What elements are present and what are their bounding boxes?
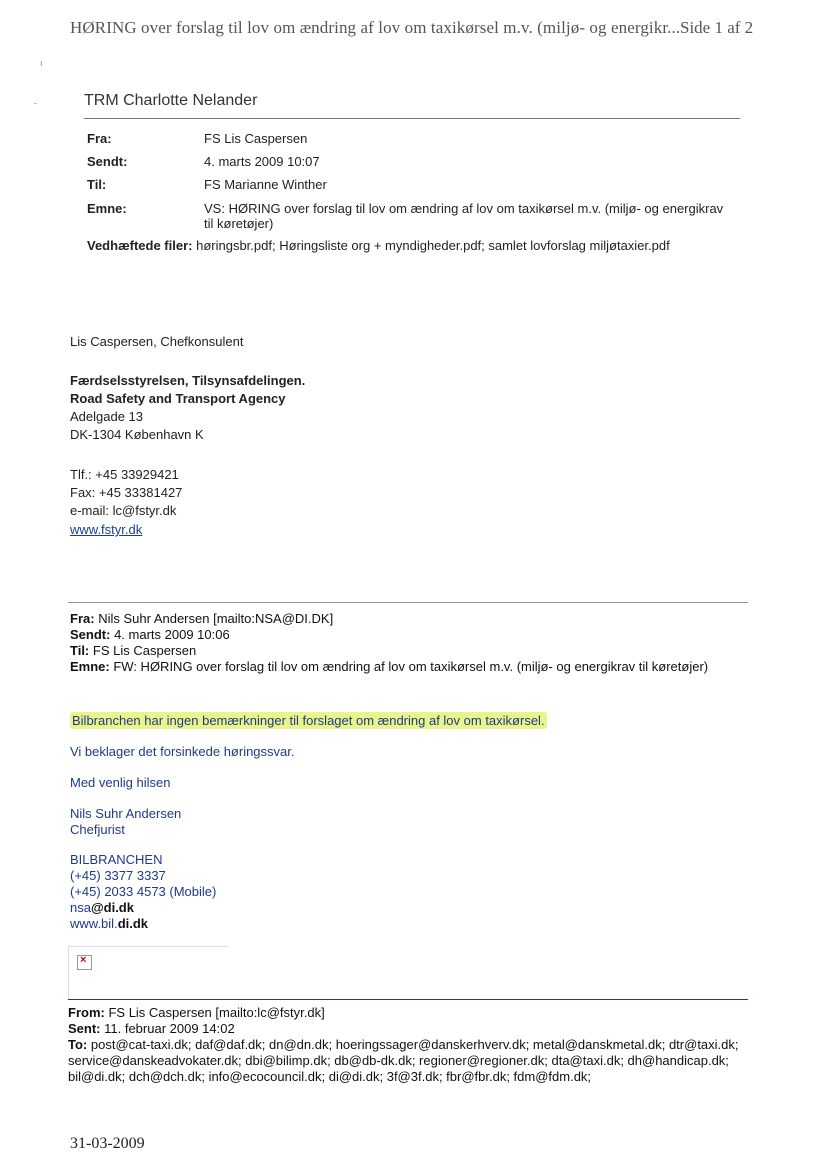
signature-street: Adelgade 13 <box>70 409 144 424</box>
signature-fax: Fax: +45 33381427 <box>70 485 183 500</box>
signature-website-link[interactable]: www.fstyr.dk <box>70 522 143 537</box>
signature-org1: Færdselsstyrelsen, Tilsynsafdelingen. <box>70 373 306 388</box>
print-header-title: HØRING over forslag til lov om ændring af lov om taxikørsel m.v. (miljø- og energikr... <box>70 18 681 37</box>
fwd-subject-label: Emne: <box>70 659 110 674</box>
fwd-from-value: Nils Suhr Andersen [mailto:NSA@DI.DK] <box>98 611 334 626</box>
sent-label: Sendt: <box>87 154 128 169</box>
bilbranchen-website[interactable] <box>70 916 216 932</box>
print-header-page-number: Side 1 af 2 <box>680 18 754 37</box>
orig-from-label: From: <box>68 1005 105 1020</box>
from-value: FS Lis Caspersen <box>204 131 308 146</box>
orig-from-value: FS Lis Caspersen [mailto:lc@fstyr.dk] <box>108 1005 325 1020</box>
mailbox-owner: TRM Charlotte Nelander <box>84 92 258 109</box>
signature-city: DK-1304 København K <box>70 427 204 442</box>
forward-divider <box>68 602 748 603</box>
attachments-label: Vedhæftede filer: <box>87 238 193 253</box>
body-paragraph-1 <box>70 713 547 728</box>
orig-sent-label: Sent: <box>68 1021 101 1036</box>
original-message-divider <box>68 999 748 1000</box>
body-signer-name: Nils Suhr Andersen <box>70 806 182 821</box>
fwd-sent-label: Sendt: <box>70 627 111 642</box>
signature-phone: Tlf.: +45 33929421 <box>70 467 179 482</box>
bilbranchen-email[interactable] <box>70 900 216 916</box>
scan-mark: ı <box>40 58 43 68</box>
highlighted-text: Bilbranchen har ingen bemærkninger til forslaget om ændring af lov om taxikørsel. <box>72 713 545 728</box>
bilbranchen-mobile: (+45) 2033 4573 (Mobile) <box>70 884 217 899</box>
body-signer-title: Chefjurist <box>70 822 125 837</box>
bilbranchen-org: BILBRANCHEN <box>70 852 163 867</box>
header-divider <box>84 118 740 119</box>
orig-sent-value: 11. februar 2009 14:02 <box>104 1021 235 1036</box>
signature-name-title: Lis Caspersen, Chefkonsulent <box>70 334 244 349</box>
orig-to-value: post@cat-taxi.dk; daf@daf.dk; dn@dn.dk; hoeringssager@danskerhverv.dk; metal@danskmetal.dk; dtr@taxi.dk; service@danskeadvokater.dk; dbi@bilimp.dk; db@db-dk.dk; regioner@regioner.dk; dta@taxi.dk; dh@handicap.dk; bil@di.dk; dch@dch.dk; info@ecocouncil.dk; di@di.dk; 3f@3f.dk; fbr@fbr.dk; fdm@fdm.dk; <box>68 1037 739 1084</box>
attachments-row <box>87 238 670 253</box>
web-prefix: www.bil. <box>70 916 118 931</box>
sent-value: 4. marts 2009 10:07 <box>204 154 320 169</box>
body-paragraph-2: Vi beklager det forsinkede høringssvar. <box>70 744 295 759</box>
forwarded-header <box>70 611 740 675</box>
bilbranchen-block <box>70 852 216 932</box>
body-greeting: Med venlig hilsen <box>70 775 171 790</box>
fwd-from-label: Fra: <box>70 611 95 626</box>
scan-mark: - <box>34 98 37 108</box>
attachments-list[interactable]: høringsbr.pdf; Høringsliste org + myndigheder.pdf; samlet lovforslag miljøtaxier.pdf <box>196 238 670 253</box>
original-header <box>68 1005 758 1085</box>
from-label: Fra: <box>87 131 112 146</box>
fwd-sent-value: 4. marts 2009 10:06 <box>114 627 230 642</box>
orig-to-label: To: <box>68 1037 88 1052</box>
broken-image-icon: × <box>77 955 92 970</box>
subject-value: VS: HØRING over forslag til lov om ændring af lov om taxikørsel m.v. (miljø- og energikrav til køretøjer) <box>204 201 724 231</box>
fwd-subject-value: FW: HØRING over forslag til lov om ændring af lov om taxikørsel m.v. (miljø- og energikrav til køretøjer) <box>113 659 709 674</box>
signature-email: e-mail: lc@fstyr.dk <box>70 503 177 518</box>
subject-label: Emne: <box>87 201 127 216</box>
fwd-to-value: FS Lis Caspersen <box>92 643 197 658</box>
fwd-to-label: Til: <box>70 643 90 658</box>
email-local-part: nsa <box>70 900 91 915</box>
web-domain: di.dk <box>117 916 149 931</box>
signature-org2: Road Safety and Transport Agency <box>70 391 286 406</box>
email-domain: @di.dk <box>90 900 134 915</box>
print-footer-date: 31-03-2009 <box>70 1135 145 1152</box>
missing-image-placeholder <box>68 946 229 999</box>
to-value: FS Marianne Winther <box>204 177 327 192</box>
to-label: Til: <box>87 177 107 192</box>
bilbranchen-phone: (+45) 3377 3337 <box>70 868 166 883</box>
